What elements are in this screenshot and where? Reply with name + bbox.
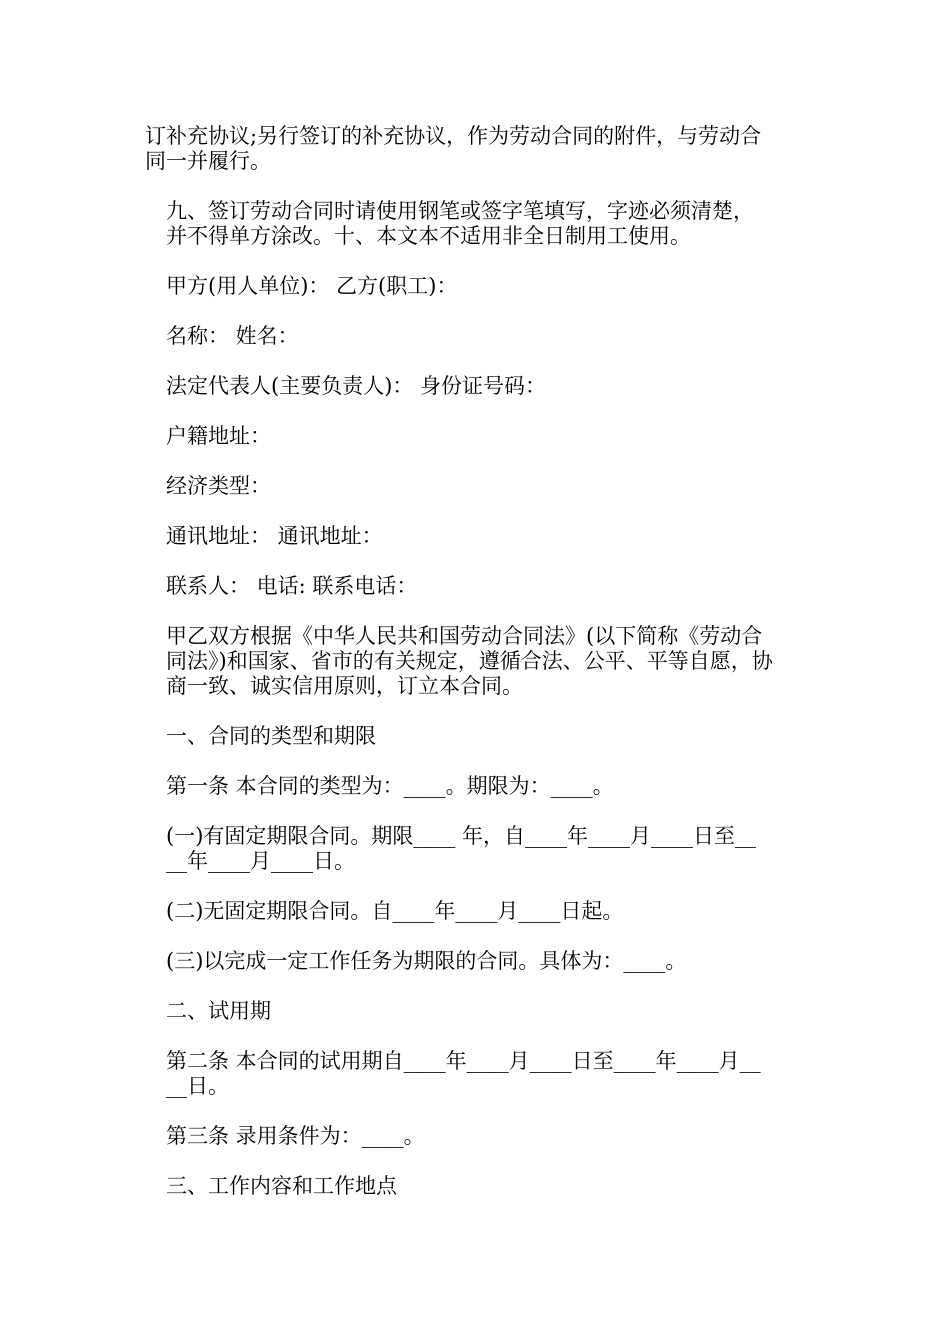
paragraph xyxy=(145,574,815,599)
paragraph xyxy=(145,474,815,499)
text-line: 商一致、诚实信用原则，订立本合同。 xyxy=(166,674,523,698)
text-line: 并不得单方涂改。十、本文本不适用非全日制用工使用。 xyxy=(166,224,691,248)
text-line: 通讯地址： 通讯地址： xyxy=(166,524,383,548)
text-line: 一、合同的类型和期限 xyxy=(166,724,376,748)
text-line: 九、签订劳动合同时请使用钢笔或签字笔填写，字迹必须清楚， xyxy=(166,199,754,223)
paragraph xyxy=(145,624,815,699)
paragraph xyxy=(145,124,815,174)
text-line: (一)有固定期限合同。期限____ 年，自____年____月____日至__ xyxy=(166,824,757,848)
text-line: 户籍地址： xyxy=(166,424,271,448)
text-line: 第一条 本合同的类型为：____。期限为：____。 xyxy=(166,774,614,798)
paragraph xyxy=(145,774,815,799)
text-line: 订补充协议;另行签订的补充协议，作为劳动合同的附件，与劳动合 xyxy=(145,124,762,148)
paragraph xyxy=(145,724,815,749)
paragraph xyxy=(145,324,815,349)
text-line: 第三条 录用条件为：____。 xyxy=(166,1124,425,1148)
paragraph xyxy=(145,274,815,299)
paragraph xyxy=(145,524,815,549)
text-line: 三、工作内容和工作地点 xyxy=(166,1174,397,1198)
text-line: 同法》)和国家、省市的有关规定，遵循合法、公平、平等自愿，协 xyxy=(166,649,773,673)
paragraph xyxy=(145,1049,815,1099)
text-line: (三)以完成一定工作任务为期限的合同。具体为：____。 xyxy=(166,949,687,973)
text-line: 名称： 姓名： xyxy=(166,324,299,348)
document-body xyxy=(145,124,815,1224)
paragraph xyxy=(145,1174,815,1199)
paragraph xyxy=(145,899,815,924)
text-line: 甲方(用人单位)： 乙方(职工)： xyxy=(166,274,458,298)
paragraph xyxy=(145,949,815,974)
text-line: __日。 xyxy=(166,1074,229,1098)
text-line: 联系人： 电话: 联系电话： xyxy=(166,574,418,598)
paragraph xyxy=(145,999,815,1024)
text-line: 第二条 本合同的试用期自____年____月____日至____年____月__ xyxy=(166,1049,761,1073)
paragraph xyxy=(145,824,815,874)
text-line: (二)无固定期限合同。自____年____月____日起。 xyxy=(166,899,624,923)
paragraph xyxy=(145,199,815,249)
text-line: __年____月____日。 xyxy=(166,849,355,873)
paragraph xyxy=(145,374,815,399)
paragraph xyxy=(145,1124,815,1149)
text-line: 二、试用期 xyxy=(166,999,271,1023)
text-line: 同一并履行。 xyxy=(145,149,271,173)
text-line: 经济类型： xyxy=(166,474,271,498)
text-line: 甲乙双方根据《中华人民共和国劳动合同法》(以下简称《劳动合 xyxy=(166,624,763,648)
paragraph xyxy=(145,424,815,449)
text-line: 法定代表人(主要负责人)： 身份证号码： xyxy=(166,374,547,398)
